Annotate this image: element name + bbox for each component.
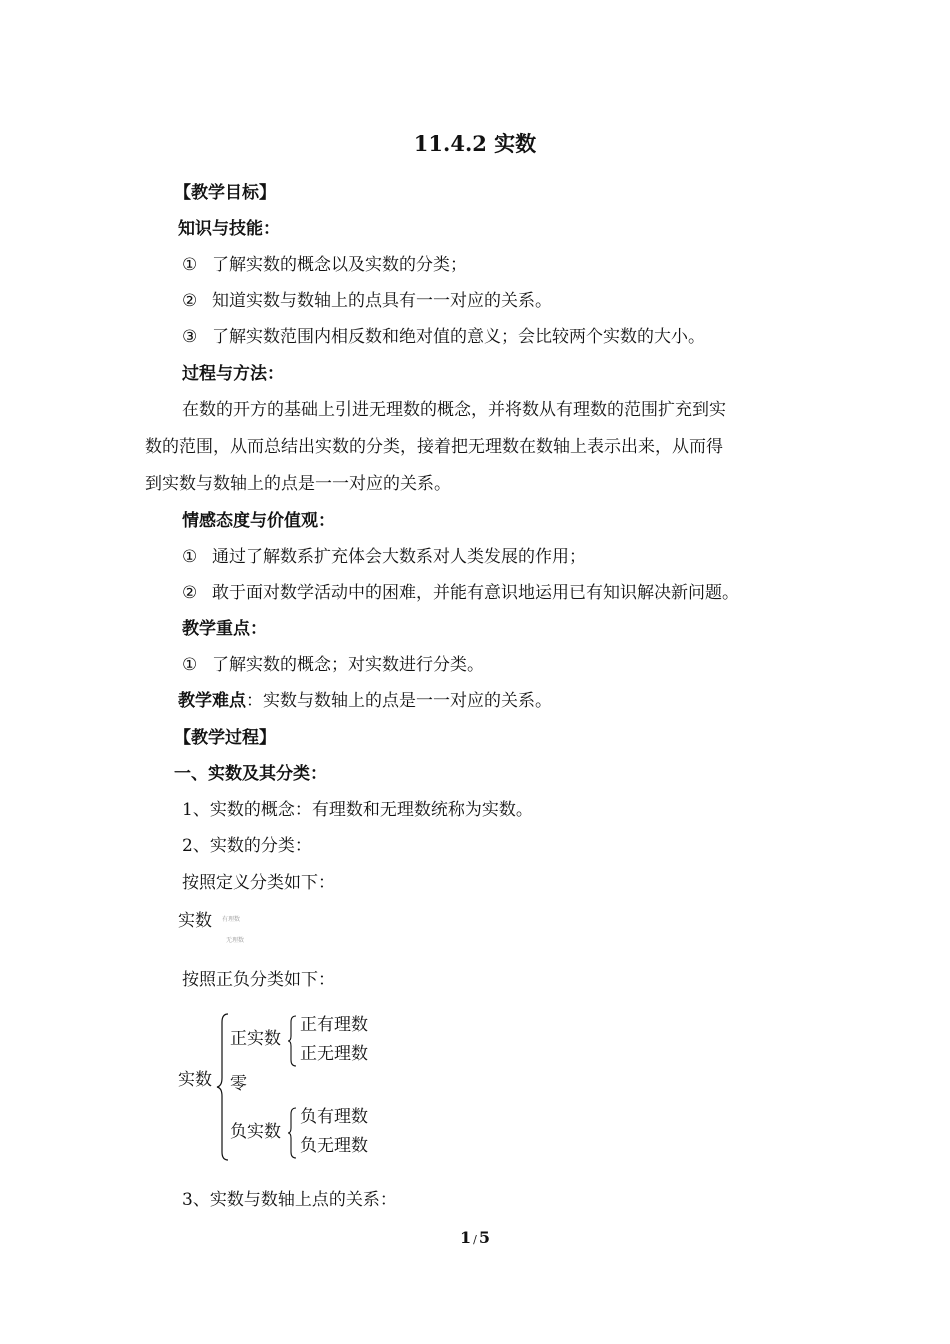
knowledge-item — [182, 289, 552, 313]
process-heading: 过程与方法： — [182, 364, 284, 384]
item-text: 了解实数的概念；对实数进行分类。 — [212, 655, 484, 675]
process-section-heading: 【教学过程】 — [174, 728, 276, 748]
item-text: 敢于面对数学活动中的困难，并能有意识地运用已有知识解决新问题。 — [212, 583, 739, 603]
item-number: ② — [182, 291, 198, 311]
item-number: ① — [182, 547, 198, 567]
total-pages: 5 — [478, 1228, 490, 1247]
by-sign-label: 按照正负分类如下： — [182, 970, 335, 990]
item-text: 知道实数与数轴上的点具有一一对应的关系。 — [212, 291, 552, 311]
attitude-item — [182, 545, 586, 569]
sign-tree-neg-irrational: 负无理数 — [300, 1136, 368, 1156]
sign-tree-zero: 零 — [230, 1074, 247, 1094]
outer-brace-icon — [214, 1012, 230, 1162]
knowledge-item — [182, 253, 467, 277]
objectives-heading: 【教学目标】 — [174, 183, 276, 203]
item-number: ① — [182, 655, 198, 675]
knowledge-heading: 知识与技能： — [178, 219, 280, 239]
definition-tree-root: 实数 — [178, 911, 212, 931]
item-number: ① — [182, 255, 198, 275]
key-points-item — [182, 653, 484, 677]
process-paragraph-line: 在数的开方的基础上引进无理数的概念，并将数从有理数的范围扩充到实 — [182, 400, 726, 420]
definition-tree-top: 有理数 — [222, 916, 241, 923]
process-paragraph-line: 到实数与数轴上的点是一一对应的关系。 — [145, 474, 451, 494]
definition-tree-bottom: 无理数 — [226, 937, 245, 944]
by-definition-label: 按照定义分类如下： — [182, 873, 335, 893]
classification-heading: 2、实数的分类： — [182, 836, 312, 856]
attitude-item — [182, 581, 739, 605]
sign-tree-positive: 正实数 — [230, 1029, 281, 1049]
number-line-relation-heading: 3、实数与数轴上点的关系： — [182, 1190, 397, 1210]
knowledge-item — [182, 325, 705, 349]
sign-tree-root: 实数 — [178, 1070, 212, 1090]
sign-tree-negative: 负实数 — [230, 1122, 281, 1142]
section1-heading: 一、实数及其分类： — [174, 764, 327, 784]
key-points-heading: 教学重点： — [182, 619, 267, 639]
item-number: ③ — [182, 327, 198, 347]
current-page: 1 — [460, 1228, 472, 1247]
real-number-definition: 1、实数的概念：有理数和无理数统称为实数。 — [182, 800, 533, 820]
page-number — [0, 1228, 950, 1247]
item-number: ② — [182, 583, 198, 603]
difficulty-text: ：实数与数轴上的点是一一对应的关系。 — [246, 691, 552, 711]
page-title: 11.4.2 实数 — [413, 131, 537, 156]
item-text: 了解实数的概念以及实数的分类； — [212, 255, 467, 275]
page-separator: / — [473, 1233, 477, 1246]
item-text: 通过了解数系扩充体会大数系对人类发展的作用； — [212, 547, 586, 567]
sign-tree-pos-rational: 正有理数 — [300, 1015, 368, 1035]
sign-tree-pos-irrational: 正无理数 — [300, 1044, 368, 1064]
difficulty-line — [178, 689, 552, 713]
sign-tree-neg-rational: 负有理数 — [300, 1107, 368, 1127]
negative-brace-icon — [286, 1106, 298, 1160]
positive-brace-icon — [286, 1014, 298, 1068]
process-paragraph-line: 数的范围，从而总结出实数的分类，接着把无理数在数轴上表示出来，从而得 — [145, 437, 723, 457]
item-text: 了解实数范围内相反数和绝对值的意义；会比较两个实数的大小。 — [212, 327, 705, 347]
difficulty-label: 教学难点 — [178, 691, 246, 711]
attitude-heading: 情感态度与价值观： — [182, 511, 335, 531]
